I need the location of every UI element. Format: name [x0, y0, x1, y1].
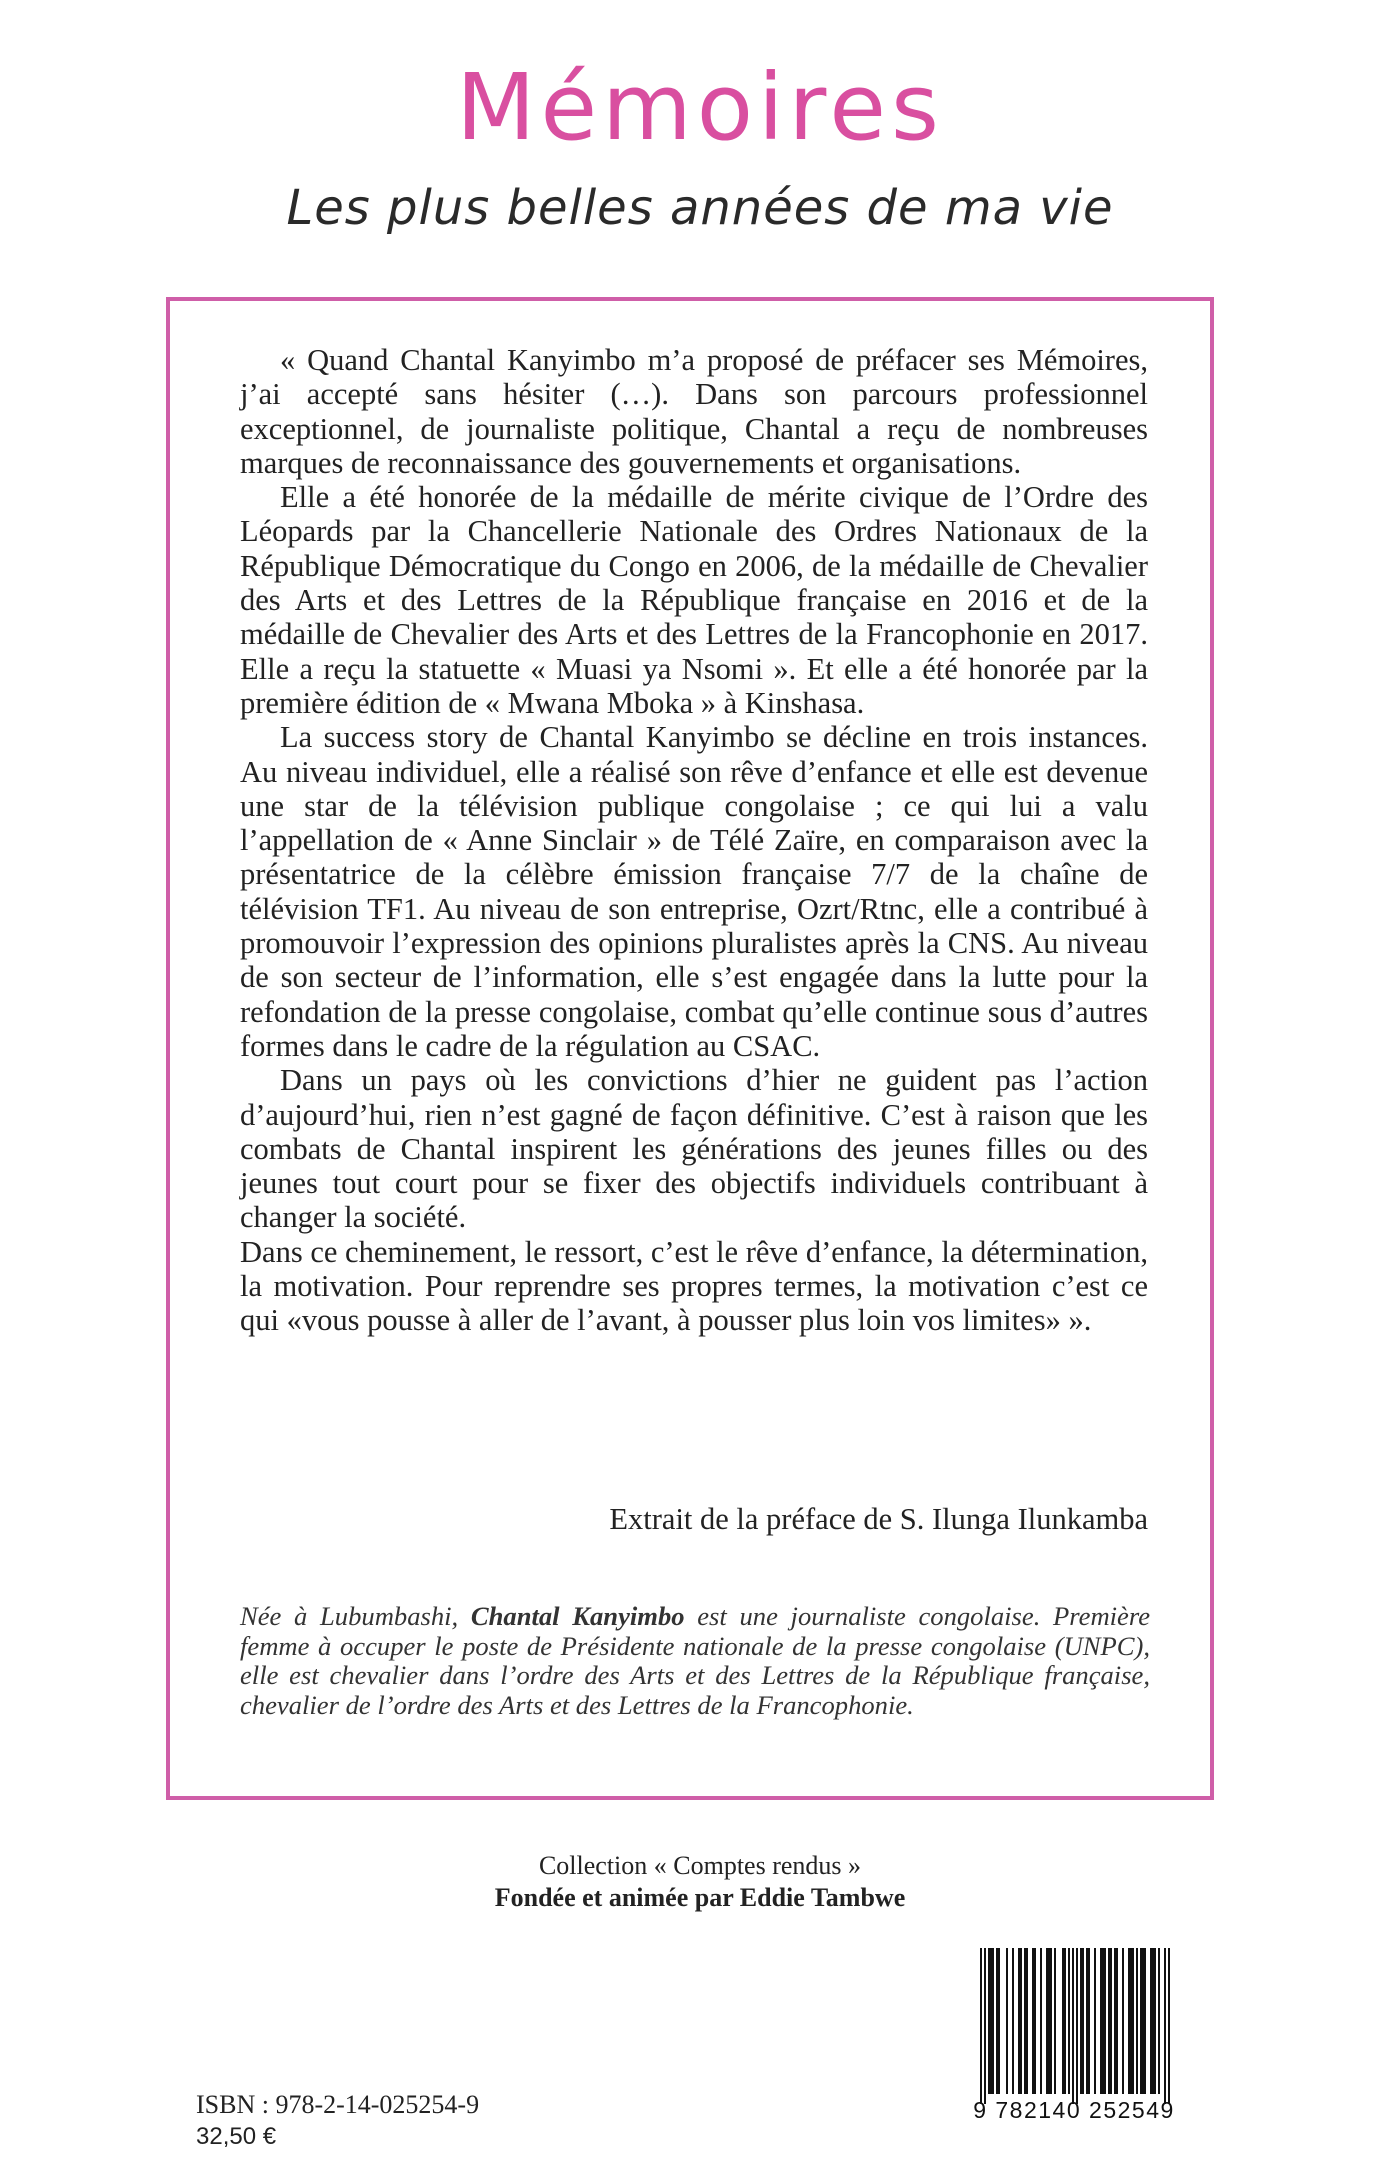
barcode-bar: [1094, 1948, 1096, 2094]
bio-author-name: Chantal Kanyimbo: [470, 1601, 685, 1631]
preface-excerpt: [240, 343, 1148, 1338]
barcode-bars: [958, 1946, 1190, 2118]
preface-attribution: Extrait de la préface de S. Ilunga Ilunkamba: [609, 1502, 1148, 1536]
barcode-bar: [1062, 1948, 1066, 2094]
price: 32,50 €: [196, 2123, 277, 2150]
bio-lead: Née à Lubumbashi,: [240, 1601, 471, 1631]
collection-info: [0, 1850, 1400, 1914]
barcode-bar: [996, 1948, 1000, 2094]
isbn: ISBN : 978-2-14-025254-9: [196, 2090, 480, 2119]
preface-paragraph-5: Dans ce cheminement, le ressort, c’est le rêve d’enfance, la détermination, la motivation. Pour reprendre ses propres termes, la motivation c’est ce qui «vous pousse à aller de l’avant, à pousser plus loin vos limites» ».: [240, 1234, 1148, 1338]
barcode-bar: [1068, 1948, 1070, 2094]
barcode-bar: [1076, 1948, 1078, 2104]
barcode-bar: [1140, 1948, 1146, 2094]
barcode-bar: [1054, 1948, 1056, 2094]
preface-paragraph-2: Elle a été honorée de la médaille de mérite civique de l’Ordre des Léopards par la Chancellerie Nationale des Ordres Nationaux de la République Démocratique du Congo en 2006, de la médaille de Chevalier des Arts et des Lettres de la République française en 2016 et de la médaille de Chevalier des Arts et des Lettres de la Francophonie en 2017. Elle a reçu la statuette « Muasi ya Nsomi ». Et elle a été honorée par la première édition de « Mwana Mboka » à Kinshasa.: [240, 480, 1148, 720]
bio-rest: est une journaliste congolaise. Première femme à occuper le poste de Présidente nationale de la presse congolaise (UNPC), elle est chevalier dans l’ordre des Arts et des Lettres de la République française, chevalier de l’ordre des Arts et des Lettres de la Francophonie.: [240, 1601, 1151, 1720]
barcode-bar: [1086, 1948, 1090, 2094]
barcode-bar: [1114, 1948, 1118, 2094]
book-subtitle: Les plus belles années de ma vie: [286, 180, 1114, 236]
barcode-bar: [1006, 1948, 1008, 2094]
book-title: Mémoires: [456, 54, 944, 161]
barcode-bar: [1168, 1948, 1170, 2104]
collection-founder: Fondée et animée par Eddie Tambwe: [494, 1883, 906, 1912]
barcode-bar: [1108, 1948, 1112, 2094]
preface-paragraph-1: « Quand Chantal Kanyimbo m’a proposé de préfacer ses Mémoires, j’ai accepté sans hésiter (…). Dans son parcours professionnel exceptionnel, de journaliste politique, Chantal a reçu de nombreuses marques de reconnaissance des gouvernements et organisations.: [240, 343, 1148, 480]
preface-paragraph-4: Dans un pays où les convictions d’hier ne guident pas l’action d’aujourd’hui, rien n’est gagné de façon définitive. C’est à raison que les combats de Chantal inspirent les générations des jeunes filles ou des jeunes tout court pour se fixer des objectifs individuels contribuant à changer la société.: [240, 1063, 1148, 1235]
barcode-bar: [1100, 1948, 1106, 2094]
barcode-bar: [1150, 1948, 1156, 2094]
barcode-bar: [1158, 1948, 1160, 2094]
barcode-bar: [980, 1948, 982, 2104]
barcode-number: 9 782140 252549: [973, 2097, 1175, 2123]
collection-name: Collection « Comptes rendus »: [538, 1851, 862, 1880]
barcode-bar: [1018, 1948, 1022, 2094]
barcode-bar: [1080, 1948, 1084, 2094]
barcode-bar: [1032, 1948, 1036, 2094]
barcode-bar: [988, 1948, 994, 2094]
barcode-bar: [1012, 1948, 1014, 2094]
author-bio: [240, 1602, 1150, 1720]
barcode-bar: [1128, 1948, 1134, 2094]
barcode-bar: [1122, 1948, 1124, 2094]
barcode: [958, 1946, 1190, 2123]
barcode-bar: [1046, 1948, 1052, 2094]
barcode-bar: [1136, 1948, 1138, 2094]
barcode-bar: [1164, 1948, 1166, 2104]
barcode-bar: [1072, 1948, 1074, 2104]
barcode-bar: [1024, 1948, 1028, 2094]
barcode-bar: [984, 1948, 986, 2104]
preface-paragraph-3: La success story de Chantal Kanyimbo se décline en trois instances. Au niveau individuel, elle a réalisé son rêve d’enfance et elle est devenue une star de la télévision publique congolaise ; ce qui lui a valu l’appellation de « Anne Sinclair » de Télé Zaïre, en comparaison avec la présentatrice de la célèbre émission française 7/7 de la chaîne de télévision TF1. Au niveau de son entreprise, Ozrt/Rtnc, elle a contribué à promouvoir l’expression des opinions pluralistes après la CNS. Au niveau de son secteur de l’information, elle s’est engagée dans la lutte pour la refondation de la presse congolaise, combat qu’elle continue sous d’autres formes dans le cadre de la régulation au CSAC.: [240, 720, 1148, 1063]
barcode-bar: [1040, 1948, 1042, 2094]
